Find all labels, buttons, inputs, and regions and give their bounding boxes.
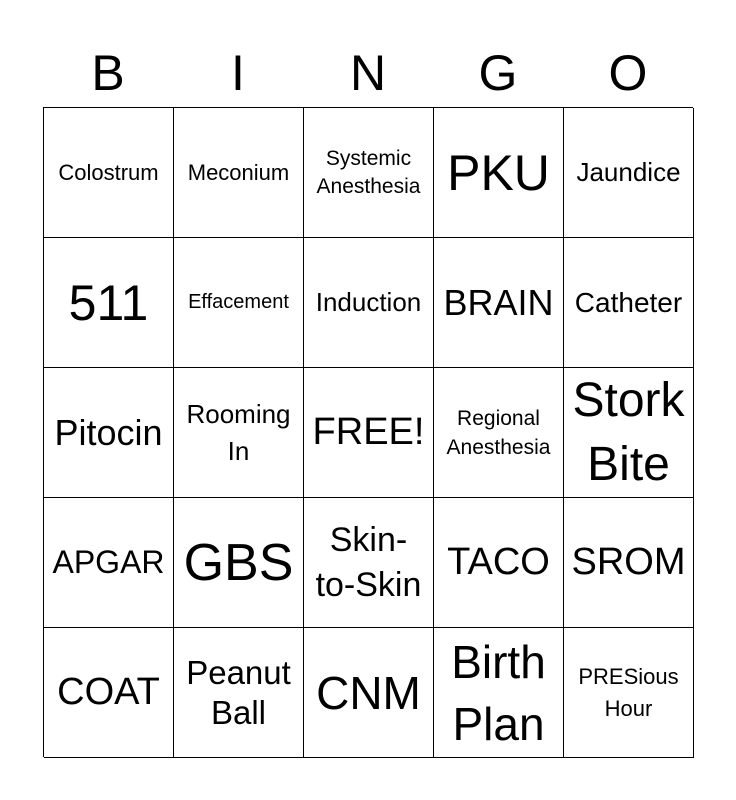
- bingo-cell[interactable]: [304, 628, 434, 758]
- bingo-cell[interactable]: [434, 628, 564, 758]
- cell-label: CNM: [316, 666, 421, 719]
- bingo-cell[interactable]: [174, 498, 304, 628]
- cell-label: Stork Bite: [572, 373, 685, 491]
- cell-label: Effacement: [188, 291, 289, 313]
- cell-label: Skin- to-Skin: [315, 520, 422, 604]
- bingo-cell[interactable]: [174, 238, 304, 368]
- bingo-cell[interactable]: [174, 108, 304, 238]
- bingo-cell[interactable]: [564, 368, 694, 498]
- bingo-cell[interactable]: [434, 368, 564, 498]
- bingo-cell[interactable]: [564, 108, 694, 238]
- header-letter-g: G: [478, 45, 518, 101]
- cell-label: FREE!: [312, 411, 425, 453]
- cell-label: Pitocin: [54, 411, 163, 453]
- header-letter-i: I: [231, 45, 245, 101]
- cell-label: Jaundice: [576, 157, 681, 187]
- cell-label: COAT: [57, 671, 160, 713]
- bingo-cell[interactable]: [434, 498, 564, 628]
- cell-label: Rooming In: [186, 398, 291, 466]
- bingo-cell[interactable]: [564, 238, 694, 368]
- cell-label: GBS: [183, 533, 294, 592]
- bingo-cell[interactable]: [44, 498, 174, 628]
- cell-label: 511: [68, 274, 149, 331]
- bingo-cell[interactable]: [304, 368, 434, 498]
- bingo-cell[interactable]: [44, 108, 174, 238]
- cell-label: Birth Plan: [451, 635, 546, 750]
- bingo-cell[interactable]: [174, 368, 304, 498]
- cell-label: Regional Anesthesia: [446, 406, 551, 459]
- cell-label: Catheter: [574, 286, 683, 318]
- bingo-cell[interactable]: [44, 238, 174, 368]
- bingo-cell[interactable]: [304, 108, 434, 238]
- header-letter-o: O: [608, 45, 648, 101]
- cell-label: TACO: [447, 541, 550, 583]
- bingo-cell[interactable]: [174, 628, 304, 758]
- bingo-cell[interactable]: [564, 628, 694, 758]
- bingo-cell[interactable]: [44, 628, 174, 758]
- cell-label: Colostrum: [58, 159, 159, 185]
- cell-label: APGAR: [52, 544, 165, 580]
- cell-label: Meconium: [187, 159, 290, 185]
- cell-label: Peanut Ball: [186, 653, 291, 731]
- cell-label: SROM: [571, 541, 686, 583]
- header-letter-b: B: [91, 45, 125, 101]
- cell-label: PKU: [447, 144, 550, 201]
- cell-label: Induction: [315, 287, 422, 317]
- bingo-cell[interactable]: [44, 368, 174, 498]
- cell-label: Systemic Anesthesia: [316, 146, 421, 198]
- bingo-header: [43, 42, 693, 104]
- header-letter-n: N: [349, 45, 387, 101]
- bingo-card-grid: [43, 107, 693, 757]
- bingo-cell[interactable]: [564, 498, 694, 628]
- bingo-cell[interactable]: [434, 108, 564, 238]
- bingo-cell[interactable]: [304, 498, 434, 628]
- bingo-cell[interactable]: [434, 238, 564, 368]
- bingo-cell[interactable]: [304, 238, 434, 368]
- cell-label: PRESious Hour: [578, 663, 679, 721]
- cell-label: BRAIN: [443, 281, 554, 323]
